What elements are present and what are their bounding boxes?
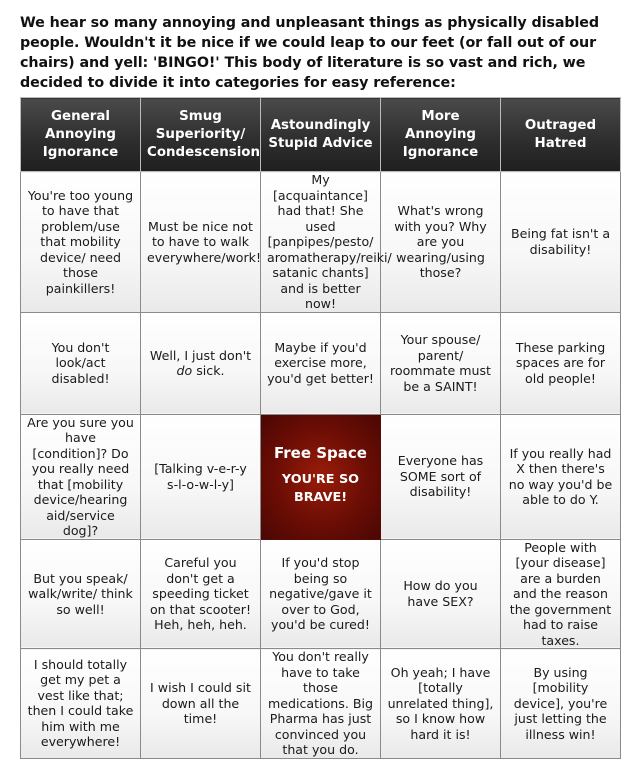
free-space-subtitle: YOU'RE SO BRAVE!	[281, 472, 360, 506]
bingo-cell-text: What's wrong with you? Why are you wearing/using those?	[394, 203, 487, 280]
bingo-cell-text: I should totally get my pet a vest like that; then I could take him with me everywhere!	[27, 656, 134, 750]
bingo-cell	[21, 414, 141, 539]
bingo-cell	[141, 539, 261, 649]
bingo-cell	[381, 649, 501, 759]
bingo-cell-text: Well, I just don't	[149, 347, 252, 363]
category-header: More Annoying Ignorance	[381, 98, 501, 172]
bingo-cell-text: By using [mobility device], you're just letting the illness win!	[513, 664, 608, 742]
bingo-cell	[501, 414, 621, 539]
intro-paragraph: We hear so many annoying and unpleasant things as physically disabled people. Wouldn't it be nice if we could leap to our feet (or fall out of our chairs) and yell: 'BINGO!' This body of literature is so vast and rich, we decided to divide it into categories for easy reference:	[20, 15, 600, 91]
bingo-row	[21, 649, 621, 759]
free-space-title: Free Space	[274, 443, 367, 462]
bingo-cell	[381, 312, 501, 414]
bingo-cell-text: I wish I could sit down all the time!	[150, 680, 251, 726]
bingo-cell-text: You're too young to have that problem/use that mobility device/ need those painkillers!	[27, 187, 134, 296]
bingo-cell	[141, 172, 261, 313]
bingo-cell	[501, 172, 621, 313]
bingo-cell-text: Oh yeah; I have [totally unrelated thing], so I know how hard it is!	[387, 664, 494, 742]
bingo-cell-text: How do you have SEX?	[403, 578, 478, 609]
bingo-cell-text: You don't look/act disabled!	[51, 339, 110, 386]
bingo-cell-text: Are you sure you have [condition]? Do you really need that [mobility device/hearing aid/service dog]?	[27, 414, 134, 538]
bingo-cell	[261, 312, 381, 414]
bingo-cell-text: You don't really have to take those medications. Big Pharma has just convinced you that you do.	[268, 649, 373, 757]
bingo-cell	[501, 649, 621, 759]
bingo-cell	[261, 539, 381, 649]
bingo-row	[21, 172, 621, 313]
bingo-cell-text: But you speak/ walk/write/ think so well!	[28, 570, 133, 617]
bingo-cell-text: People with [your disease] are a burden and the reason the government had to raise taxes.	[509, 539, 612, 648]
bingo-cell-text: [Talking v-e-r-y s-l-o-w-l-y]	[154, 461, 247, 492]
bingo-cell	[141, 312, 261, 414]
category-header-row	[21, 98, 621, 172]
bingo-cell-text: Your spouse/ parent/ roommate must be a SAINT!	[389, 332, 491, 394]
bingo-cell-text: If you'd stop being so negative/gave it over to God, you'd be cured!	[269, 555, 372, 632]
bingo-cell	[381, 539, 501, 649]
category-header: Smug Superiority/ Condescension	[141, 98, 261, 172]
bingo-cell-text: If you really had X then there's no way you'd be able to do Y.	[508, 445, 613, 507]
bingo-row	[21, 312, 621, 414]
bingo-cell-text: Being fat isn't a disability!	[510, 226, 611, 257]
bingo-cell	[501, 312, 621, 414]
bingo-cell-text: My [acquaintance] had that! She used [panpipes/pesto/ aromatherapy/reiki/ satanic chants] and is better now!	[267, 172, 392, 311]
bingo-cell-text-tail: sick.	[196, 363, 225, 378]
category-header: Astoundingly Stupid Advice	[261, 98, 381, 172]
bingo-card	[20, 97, 621, 759]
bingo-cell	[21, 312, 141, 414]
category-header: Outraged Hatred	[501, 98, 621, 172]
bingo-cell	[501, 539, 621, 649]
free-space-cell	[261, 414, 381, 539]
bingo-cell-text: Must be nice not to have to walk everywhere/work!	[147, 218, 262, 265]
bingo-cell	[261, 649, 381, 759]
category-header: General Annoying Ignorance	[21, 98, 141, 172]
bingo-cell	[381, 172, 501, 313]
bingo-cell-text: These parking spaces are for old people!	[515, 339, 606, 386]
bingo-cell	[21, 539, 141, 649]
bingo-cell	[21, 649, 141, 759]
bingo-row	[21, 539, 621, 649]
bingo-cell	[141, 414, 261, 539]
bingo-cell	[261, 172, 392, 313]
bingo-cell-text: Maybe if you'd exercise more, you'd get better!	[267, 339, 374, 386]
bingo-cell-text: Careful you don't get a speeding ticket on that scooter! Heh, heh, heh.	[149, 555, 252, 632]
emphasis-text: do	[176, 363, 193, 378]
bingo-cell-text: Everyone has SOME sort of disability!	[397, 453, 484, 500]
bingo-cell	[381, 414, 501, 539]
bingo-cell	[21, 172, 141, 313]
bingo-cell	[141, 649, 261, 759]
bingo-row	[21, 414, 621, 539]
